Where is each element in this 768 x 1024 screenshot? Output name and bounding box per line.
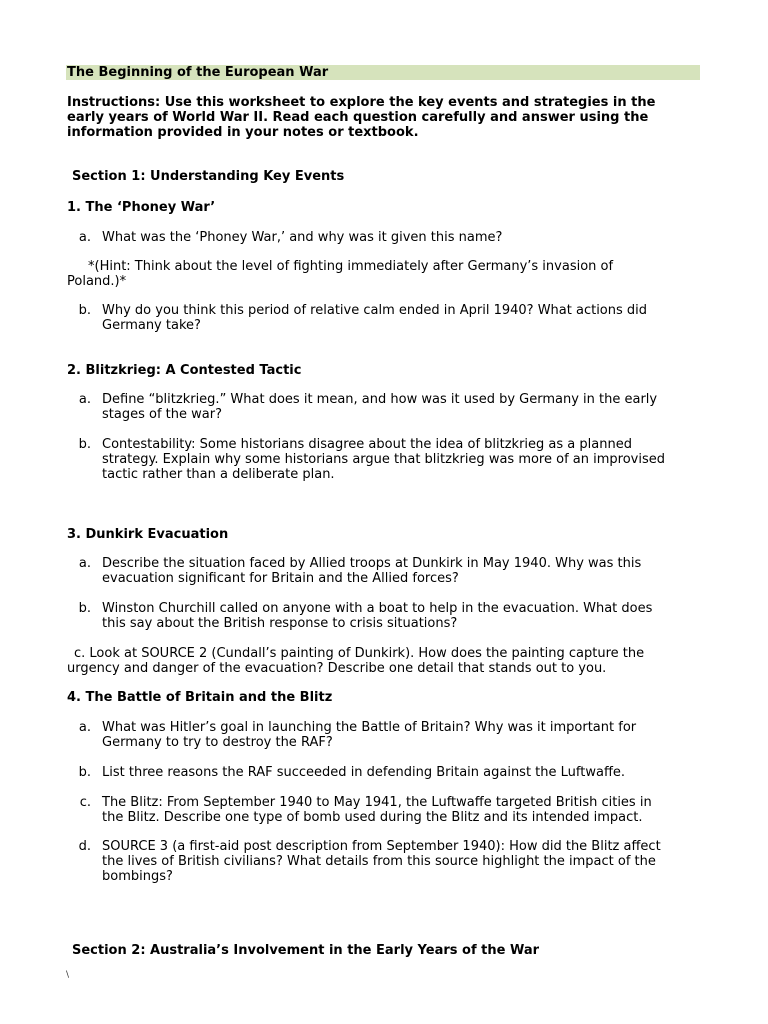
- q4-b-marker: b.: [78, 765, 91, 780]
- q1-a-text-line-1: What was the ‘Phoney War,’ and why was it given this name?: [102, 230, 503, 245]
- q2-a-text-line-2: stages of the war?: [102, 407, 222, 422]
- q4-d-text-line-1: SOURCE 3 (a first-aid post description from September 1940): How did the Blitz affect: [102, 839, 661, 854]
- q4-d-marker: d.: [78, 839, 91, 854]
- q2-b-text-line-2: strategy. Explain why some historians argue that blitzkrieg was more of an improvised: [102, 452, 665, 467]
- q1-b-text-line-2: Germany take?: [102, 318, 201, 333]
- q2-b-marker: b.: [78, 437, 91, 452]
- q2-b-text-line-1: Contestability: Some historians disagree about the idea of blitzkrieg as a planned: [102, 437, 632, 452]
- question-2-heading: 2. Blitzkrieg: A Contested Tactic: [67, 363, 302, 378]
- q4-c-text-line-2: the Blitz. Describe one type of bomb used during the Blitz and its intended impact.: [102, 810, 643, 825]
- instructions-line-3: information provided in your notes or textbook.: [67, 125, 419, 140]
- q3-a-text-line-2: evacuation significant for Britain and the Allied forces?: [102, 571, 459, 586]
- q1-b-text-line-1: Why do you think this period of relative calm ended in April 1940? What actions did: [102, 303, 648, 318]
- q2-a-marker: a.: [78, 392, 91, 407]
- q3-b-text-line-1: Winston Churchill called on anyone with a boat to help in the evacuation. What does: [102, 601, 653, 616]
- document-title: The Beginning of the European War: [66, 65, 700, 80]
- q4-c-marker: c.: [79, 795, 91, 810]
- q4-d-text-line-2: the lives of British civilians? What details from this source highlight the impact of the: [102, 854, 656, 869]
- question-1-heading: 1. The ‘Phoney War’: [67, 200, 216, 215]
- question-4-heading: 4. The Battle of Britain and the Blitz: [67, 690, 333, 705]
- q4-c-text-line-1: The Blitz: From September 1940 to May 1941, the Luftwaffe targeted British cities in: [102, 795, 652, 810]
- instructions-line-2: early years of World War II. Read each question carefully and answer using the: [67, 110, 649, 125]
- instructions-line-1: Instructions: Use this worksheet to explore the key events and strategies in the: [67, 95, 656, 110]
- q4-b-text-line-1: List three reasons the RAF succeeded in defending Britain against the Luftwaffe.: [102, 765, 626, 780]
- q3-a-text-line-1: Describe the situation faced by Allied troops at Dunkirk in May 1940. Why was this: [102, 556, 642, 571]
- question-3-heading: 3. Dunkirk Evacuation: [67, 527, 229, 542]
- q2-b-text-line-3: tactic rather than a deliberate plan.: [102, 467, 335, 482]
- q4-a-text-line-1: What was Hitler’s goal in launching the Battle of Britain? Why was it important for: [102, 720, 637, 735]
- q1-b-marker: b.: [78, 303, 91, 318]
- q4-a-text-line-2: Germany to try to destroy the RAF?: [102, 735, 333, 750]
- q4-a-marker: a.: [78, 720, 91, 735]
- q3-c-text-line-1: c. Look at SOURCE 2 (Cundall’s painting of Dunkirk). How does the painting capture the: [74, 646, 645, 661]
- section-2-heading: Section 2: Australia’s Involvement in the Early Years of the War: [72, 943, 540, 958]
- q4-d-text-line-3: bombings?: [102, 869, 173, 884]
- q1-hint-line-2: Poland.)*: [67, 274, 127, 289]
- q1-hint-line-1: *(Hint: Think about the level of fighting immediately after Germany’s invasion of: [88, 259, 614, 274]
- q3-b-marker: b.: [78, 601, 91, 616]
- section-1-heading: Section 1: Understanding Key Events: [72, 169, 345, 184]
- q3-c-text-line-2: urgency and danger of the evacuation? Describe one detail that stands out to you.: [67, 661, 607, 676]
- q3-b-text-line-2: this say about the British response to crisis situations?: [102, 616, 458, 631]
- q1-a-marker: a.: [78, 230, 91, 245]
- q3-a-marker: a.: [78, 556, 91, 571]
- stray-mark: \: [66, 970, 70, 980]
- q2-a-text-line-1: Define “blitzkrieg.” What does it mean, and how was it used by Germany in the early: [102, 392, 658, 407]
